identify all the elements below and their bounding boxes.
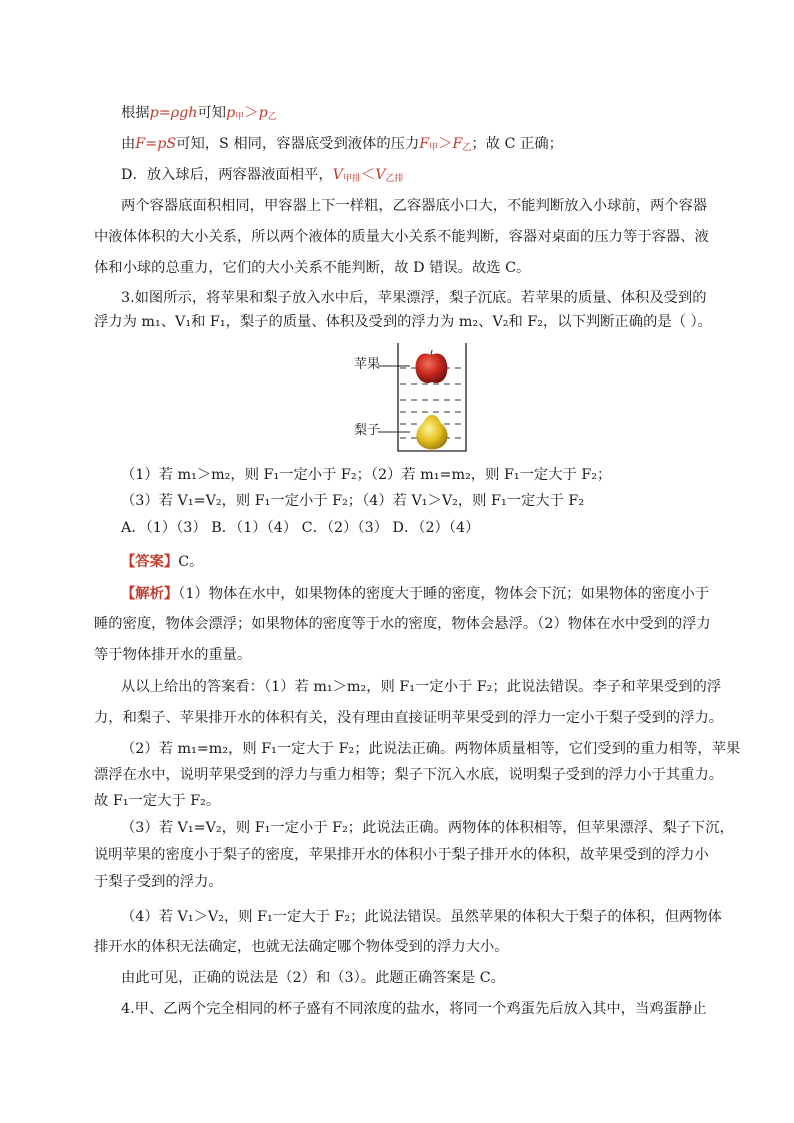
paragraph-line: 体和小球的总重力，它们的大小关系不能判断，故 D 错误。故选 C。 (94, 260, 531, 276)
container-drawing (348, 341, 478, 453)
apple (416, 354, 448, 383)
answer-value: C。 (178, 554, 204, 570)
symbol: V (332, 167, 343, 183)
subscript: 甲排 (342, 174, 361, 184)
paragraph-line: 两个容器底面积相同，甲容器上下一样粗，乙容器底小口大，不能判断放入小球前，两个容器 (121, 198, 708, 214)
answer-line (121, 552, 203, 572)
explanation-line: 排开水的体积无法确定，也就无法确定哪个物体受到的浮力大小。 (94, 939, 509, 955)
symbol: F (419, 136, 430, 152)
explanation-line: 力，和梨子、苹果排开水的体积有关，没有理由直接证明苹果受到的浮力一定小于梨子受到的浮力。 (94, 710, 724, 726)
explanation-line: （4）若 V₁＞V₂，则 F₁一定大于 F₂；此说法错误。虽然苹果的体积大于梨子的体积，但两物体 (121, 909, 722, 925)
analysis-line: 等于物体排开水的重量。 (94, 647, 252, 663)
text: 可知 (197, 105, 227, 121)
apple-pear-figure (348, 341, 478, 453)
statement-line: （3）若 V₁=V₂，则 F₁一定小于 F₂；（4）若 V₁＞V₂，则 F₁一定大于 F₂ (121, 493, 585, 509)
subscript: 乙排 (385, 174, 404, 184)
symbol: ＞ (244, 105, 259, 121)
text: 由 (121, 136, 136, 152)
symbol: p (226, 105, 236, 121)
subscript: 乙 (267, 112, 277, 122)
subscript: 乙 (462, 143, 472, 153)
subscript: 甲 (235, 112, 245, 122)
question-3-line: 3.如图所示，将苹果和梨子放入水中后，苹果漂浮，梨子沉底。若苹果的质量、体积及受到的 (121, 290, 707, 306)
symbol: ＜ (360, 167, 376, 183)
symbol: V (375, 167, 386, 183)
formula-line-1 (121, 103, 277, 123)
subscript: 甲 (429, 143, 439, 153)
apple-label: 苹果 (354, 357, 381, 372)
explanation-line: 于梨子受到的浮力。 (94, 874, 223, 890)
formula-line-2 (121, 134, 563, 154)
symbol: F (452, 136, 463, 152)
explanation-line: 漂浮在水中，说明苹果受到的浮力与重力相等；梨子下沉入水底，说明梨子受到的浮力小于其重力。 (94, 767, 724, 783)
answer-tag: 【答案】 (121, 554, 179, 570)
explanation-line: 故 F₁一定大于 F₂。 (94, 793, 221, 809)
symbol: p (258, 105, 268, 121)
text: 可知，S 相同，容器底受到液体的压力 (176, 136, 420, 152)
formula-line-3 (121, 165, 404, 185)
analysis-line (121, 584, 709, 604)
text: 根据 (121, 105, 150, 121)
explanation-line: （3）若 V₁=V₂，则 F₁一定小于 F₂；此说法正确。两物体的体积相等，但苹果漂浮、梨子下沉， (121, 820, 734, 836)
formula: F=pS (135, 136, 177, 152)
symbol: ＞ (438, 136, 453, 152)
pear (416, 415, 447, 450)
text: ；故 C 正确； (471, 136, 563, 152)
question-4-line: 4.甲、乙两个完全相同的杯子盛有不同浓度的盐水，将同一个鸡蛋先后放入其中，当鸡蛋静止 (121, 1001, 707, 1017)
text: D．放入球后，两容器液面相平， (121, 167, 333, 183)
analysis-text: （1）物体在水中，如果物体的密度大于睡的密度，物体会下沉；如果物体的密度小于 (178, 586, 710, 602)
explanation-line: 由此可见，正确的说法是（2）和（3）。此题正确答案是 C。 (121, 970, 505, 986)
options-line: A．（1）（3） B．（1）（4） C．（2）（3） D．（2）（4） (121, 520, 480, 536)
formula: p=ρgh (149, 105, 198, 121)
analysis-line: 睡的密度，物体会漂浮；如果物体的密度等于水的密度，物体会悬浮。（2）物体在水中受到的浮力 (94, 616, 711, 632)
explanation-line: 说明苹果的密度小于梨子的密度，苹果排开水的体积小于梨子排开水的体积，故苹果受到的浮力小 (94, 847, 709, 863)
statement-line: （1）若 m₁＞m₂，则 F₁一定小于 F₂；（2）若 m₁=m₂，则 F₁一定大于 F₂； (121, 467, 612, 483)
pear-label: 梨子 (354, 423, 381, 438)
analysis-tag: 【解析】 (121, 586, 179, 602)
apple-stem (431, 350, 432, 355)
explanation-line: （2）若 m₁=m₂，则 F₁一定大于 F₂；此说法正确。两物体质量相等，它们受到的重力相等，苹果 (121, 741, 741, 757)
question-3-line: 浮力为 m₁、V₁和 F₁，梨子的质量、体积及受到的浮力为 m₂、V₂和 F₂，以下判断正确的是（ ）。 (94, 314, 712, 330)
paragraph-line: 中液体体积的大小关系，所以两个液体的质量大小关系不能判断，容器对桌面的压力等于容器、液 (94, 229, 709, 245)
explanation-line: 从以上给出的答案看：（1）若 m₁＞m₂，则 F₁一定小于 F₂；此说法错误。李子和苹果受到的浮 (121, 679, 722, 695)
